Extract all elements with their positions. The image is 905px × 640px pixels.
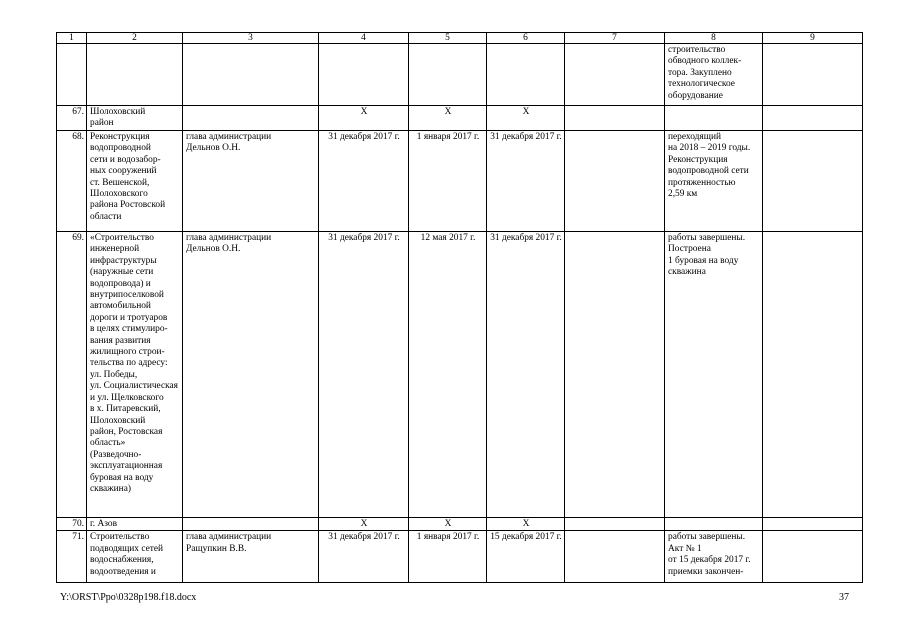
column-9-cell xyxy=(763,131,863,232)
responsible: глава администрации Ращупкин В.В. xyxy=(183,531,319,583)
table-row xyxy=(57,106,863,131)
table-row xyxy=(57,131,863,232)
row-number: 71. xyxy=(57,531,87,583)
row-number: 70. xyxy=(57,518,87,531)
column-9-cell xyxy=(763,232,863,518)
status-text xyxy=(665,518,763,531)
page-number: 37 xyxy=(839,592,849,603)
status-text xyxy=(665,106,763,131)
column-9-cell xyxy=(763,106,863,131)
column-header: 8 xyxy=(665,33,763,44)
start-date xyxy=(409,44,487,106)
object-name xyxy=(87,44,183,106)
object-name: «Строительство инженерной инфраструктуры (наружные сети водопровода) и внутрипоселковой автомобильной дороги и тротуаров в целях стимулиро- вания развития жилищного строи- тельства по адресу: ул. Победы, ул. Социалистическая и ул. Щелковского в х. Питаревский, Шолоховский район, Ростовская область» (Разведочно- эксплуатационная буровая на воду скважина) xyxy=(87,232,183,518)
start-date: 1 января 2017 г. xyxy=(409,531,487,583)
table-row xyxy=(57,44,863,106)
responsible xyxy=(183,44,319,106)
status-text: работы завершены. Построена 1 буровая на воду скважина xyxy=(665,232,763,518)
responsible xyxy=(183,518,319,531)
report-table xyxy=(56,32,863,583)
responsible: глава администрации Дельнов О.Н. xyxy=(183,131,319,232)
column-7-cell xyxy=(565,232,665,518)
object-name: Шолоховский район xyxy=(87,106,183,131)
deadline-plan: 31 декабря 2017 г. xyxy=(319,531,409,583)
object-name: г. Азов xyxy=(87,518,183,531)
object-name: Строительство подводящих сетей водоснабжения, водоотведения и xyxy=(87,531,183,583)
deadline-plan: 31 декабря 2017 г. xyxy=(319,131,409,232)
end-date: 31 декабря 2017 г. xyxy=(487,131,565,232)
start-date: 1 января 2017 г. xyxy=(409,131,487,232)
column-9-cell xyxy=(763,518,863,531)
column-header: 7 xyxy=(565,33,665,44)
end-date xyxy=(487,44,565,106)
deadline-plan: Х xyxy=(319,518,409,531)
column-header: 9 xyxy=(763,33,863,44)
end-date: Х xyxy=(487,106,565,131)
responsible: глава администрации Дельнов О.Н. xyxy=(183,232,319,518)
column-7-cell xyxy=(565,531,665,583)
table-row xyxy=(57,518,863,531)
status-text: строительство обводного коллек- тора. Закуплено технологическое оборудование xyxy=(665,44,763,106)
deadline-plan xyxy=(319,44,409,106)
row-number: 69. xyxy=(57,232,87,518)
deadline-plan: 31 декабря 2017 г. xyxy=(319,232,409,518)
row-number xyxy=(57,44,87,106)
start-date: 12 мая 2017 г. xyxy=(409,232,487,518)
column-header: 1 xyxy=(57,33,87,44)
column-number-header xyxy=(57,33,863,44)
end-date: 15 декабря 2017 г. xyxy=(487,531,565,583)
start-date: Х xyxy=(409,518,487,531)
file-path-footer: Y:\ORST\Ppo\0328p198.f18.docx xyxy=(60,592,197,603)
responsible xyxy=(183,106,319,131)
deadline-plan: Х xyxy=(319,106,409,131)
column-7-cell xyxy=(565,106,665,131)
column-7-cell xyxy=(565,518,665,531)
table-row xyxy=(57,232,863,518)
row-number: 68. xyxy=(57,131,87,232)
column-header: 3 xyxy=(183,33,319,44)
column-9-cell xyxy=(763,44,863,106)
column-header: 2 xyxy=(87,33,183,44)
status-text: переходящий на 2018 – 2019 годы. Реконструкция водопроводной сети протяженностью 2,59 км xyxy=(665,131,763,232)
object-name: Реконструкция водопроводной сети и водозабор- ных сооружений ст. Вешенской, Шолоховского района Ростовской области xyxy=(87,131,183,232)
column-header: 4 xyxy=(319,33,409,44)
column-header: 5 xyxy=(409,33,487,44)
end-date: 31 декабря 2017 г. xyxy=(487,232,565,518)
status-text: работы завершены. Акт № 1 от 15 декабря 2017 г. приемки закончен- xyxy=(665,531,763,583)
column-7-cell xyxy=(565,44,665,106)
column-header: 6 xyxy=(487,33,565,44)
table-row xyxy=(57,531,863,583)
row-number: 67. xyxy=(57,106,87,131)
start-date: Х xyxy=(409,106,487,131)
end-date: Х xyxy=(487,518,565,531)
column-7-cell xyxy=(565,131,665,232)
column-9-cell xyxy=(763,531,863,583)
